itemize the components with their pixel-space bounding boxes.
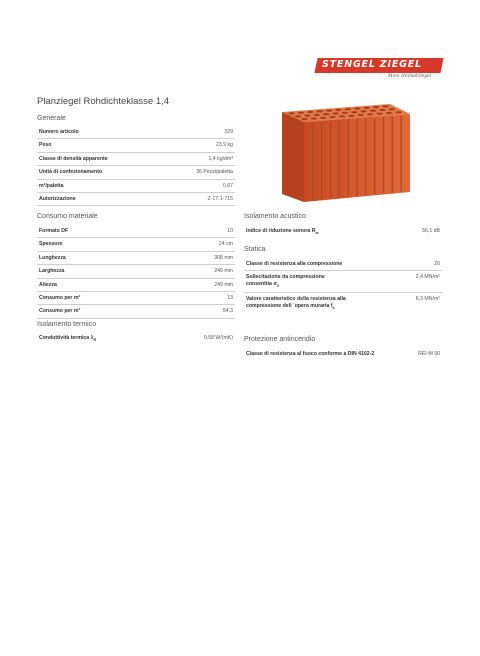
brick-hole — [361, 110, 367, 112]
spec-row — [37, 153, 235, 166]
spec-value: Z-17.1-715 — [207, 196, 233, 203]
spec-label: Larghezza — [39, 268, 65, 275]
spec-row — [37, 265, 235, 278]
brick-hole — [304, 115, 310, 117]
thermal-table — [37, 332, 235, 346]
spec-row — [37, 225, 235, 238]
spec-value: 36 Pezzi/paletta — [196, 169, 233, 176]
brick-hole — [339, 115, 345, 117]
brick-hole — [288, 112, 294, 114]
spec-row — [37, 238, 235, 251]
brick-hole — [345, 108, 351, 110]
spec-value: 54,3 — [222, 308, 233, 315]
spec-value: 2,4 MN/m² — [415, 274, 440, 281]
brick-hole — [320, 117, 326, 119]
spec-label: Lunghezza — [39, 254, 66, 261]
section-general-heading: Generale — [37, 115, 66, 122]
spec-label: m²/paletta — [39, 182, 64, 189]
spec-label: Spessore — [39, 241, 63, 248]
brick-hole — [382, 105, 388, 107]
brick-hole — [307, 111, 313, 113]
brick-product-image — [270, 100, 414, 208]
spec-value: 20 — [434, 261, 440, 267]
general-table — [37, 126, 235, 206]
spec-row — [244, 271, 442, 293]
spec-label: Valore caratteristico della resistenza alla compressione dell `opera muraria $f_k$ — [246, 296, 346, 310]
brick-hole — [386, 112, 392, 114]
spec-label: Formato DF — [39, 228, 69, 234]
spec-label: Autorizzazione — [39, 196, 76, 203]
brick-hole — [395, 111, 401, 113]
spec-label: Consumo per m³ — [39, 308, 81, 315]
brick-hole — [376, 113, 382, 115]
spec-label: Conduttività termica $\lambda_R$ — [39, 335, 97, 343]
brick-hole — [332, 112, 338, 114]
spec-label: Sollecitazione da compressione consentita $\sigma_0$ — [246, 274, 325, 288]
spec-label: Classe di densità apparente — [39, 155, 108, 162]
spec-value: 308 mm — [214, 254, 233, 261]
brick-hole — [317, 110, 323, 112]
spec-label: Unità di confezionamento — [39, 169, 103, 176]
brick-hole — [329, 116, 335, 118]
spec-row — [37, 126, 235, 139]
spec-value: 249 mm — [214, 281, 233, 288]
spec-label: Peso — [39, 142, 52, 149]
spec-value: 10 — [227, 228, 233, 234]
section-thermal-heading: Isolamento termico — [37, 321, 97, 328]
spec-label: Consumo per m² — [39, 295, 81, 302]
brick-hole — [314, 114, 320, 116]
brick-hole — [358, 114, 364, 116]
spec-value: 1,4 kg/dm³ — [208, 155, 233, 162]
spec-value: 0,58 W/(mK) — [203, 335, 233, 341]
spec-row — [244, 258, 442, 271]
section-static-heading: Statica — [244, 246, 266, 253]
brick-hole — [301, 118, 307, 120]
spec-value: 23,9 kg — [215, 142, 233, 149]
brick-hole — [298, 112, 304, 114]
brick-hole — [367, 113, 373, 115]
acoustic-table — [244, 225, 442, 239]
brick-hole — [311, 117, 317, 119]
fire-table — [244, 348, 442, 360]
section-acoustic-heading: Isolamento acustico — [244, 213, 306, 220]
spec-row — [37, 332, 235, 346]
spec-value: 13 — [227, 295, 233, 302]
brick-hole — [373, 106, 379, 108]
brick-hole — [323, 113, 329, 115]
spec-row — [37, 193, 235, 206]
spec-value: 24 cm — [218, 241, 233, 248]
spec-row — [244, 225, 442, 239]
spec-row — [244, 348, 442, 360]
spec-label: Altezza — [39, 281, 57, 288]
spec-value: 0,67 — [222, 182, 233, 189]
spec-row — [37, 305, 235, 318]
spec-value: 56,1 dB — [422, 228, 440, 234]
spec-value: 240 mm — [214, 268, 233, 275]
spec-row — [244, 293, 442, 314]
spec-row — [37, 166, 235, 179]
spec-value: 6,3 MN/m² — [415, 296, 440, 303]
brick-hole — [389, 108, 395, 110]
section-material-heading: Consumo materiale — [37, 213, 98, 220]
spec-row — [37, 180, 235, 193]
spec-row — [37, 139, 235, 152]
spec-label: Classe di resistenza alla compressione — [246, 261, 343, 267]
spec-value: REI-M 90 — [418, 351, 440, 357]
spec-value: 329 — [224, 129, 233, 135]
spec-label: Classe di resistenza al fuoco conforme a DIN 4102-2 — [246, 351, 375, 357]
brick-hole — [351, 111, 357, 113]
spec-label: Numero articolo — [39, 129, 79, 135]
brick-hole — [379, 109, 385, 111]
spec-label: Indice di riduzione sonora $R_w$ — [246, 228, 319, 236]
section-fire-heading: Protezione antincendio — [244, 336, 316, 343]
spec-row — [37, 292, 235, 305]
logo-wordmark: STENGEL ZIEGEL — [322, 59, 422, 70]
spec-row — [37, 279, 235, 292]
page-title: Planziegel Rohdichteklasse 1,4 — [37, 96, 170, 107]
brick-hole — [363, 107, 369, 109]
material-table — [37, 225, 235, 319]
brick-hole — [342, 112, 348, 114]
static-table — [244, 258, 442, 314]
brick-hole — [370, 110, 376, 112]
spec-row — [37, 252, 235, 265]
brick-hole — [295, 115, 301, 117]
brick-hole — [348, 115, 354, 117]
brick-hole — [354, 107, 360, 109]
brick-hole — [326, 110, 332, 112]
brand-logo — [316, 55, 444, 81]
brick-hole — [335, 109, 341, 111]
logo-tagline: Mein Heimatziegel — [388, 74, 432, 79]
